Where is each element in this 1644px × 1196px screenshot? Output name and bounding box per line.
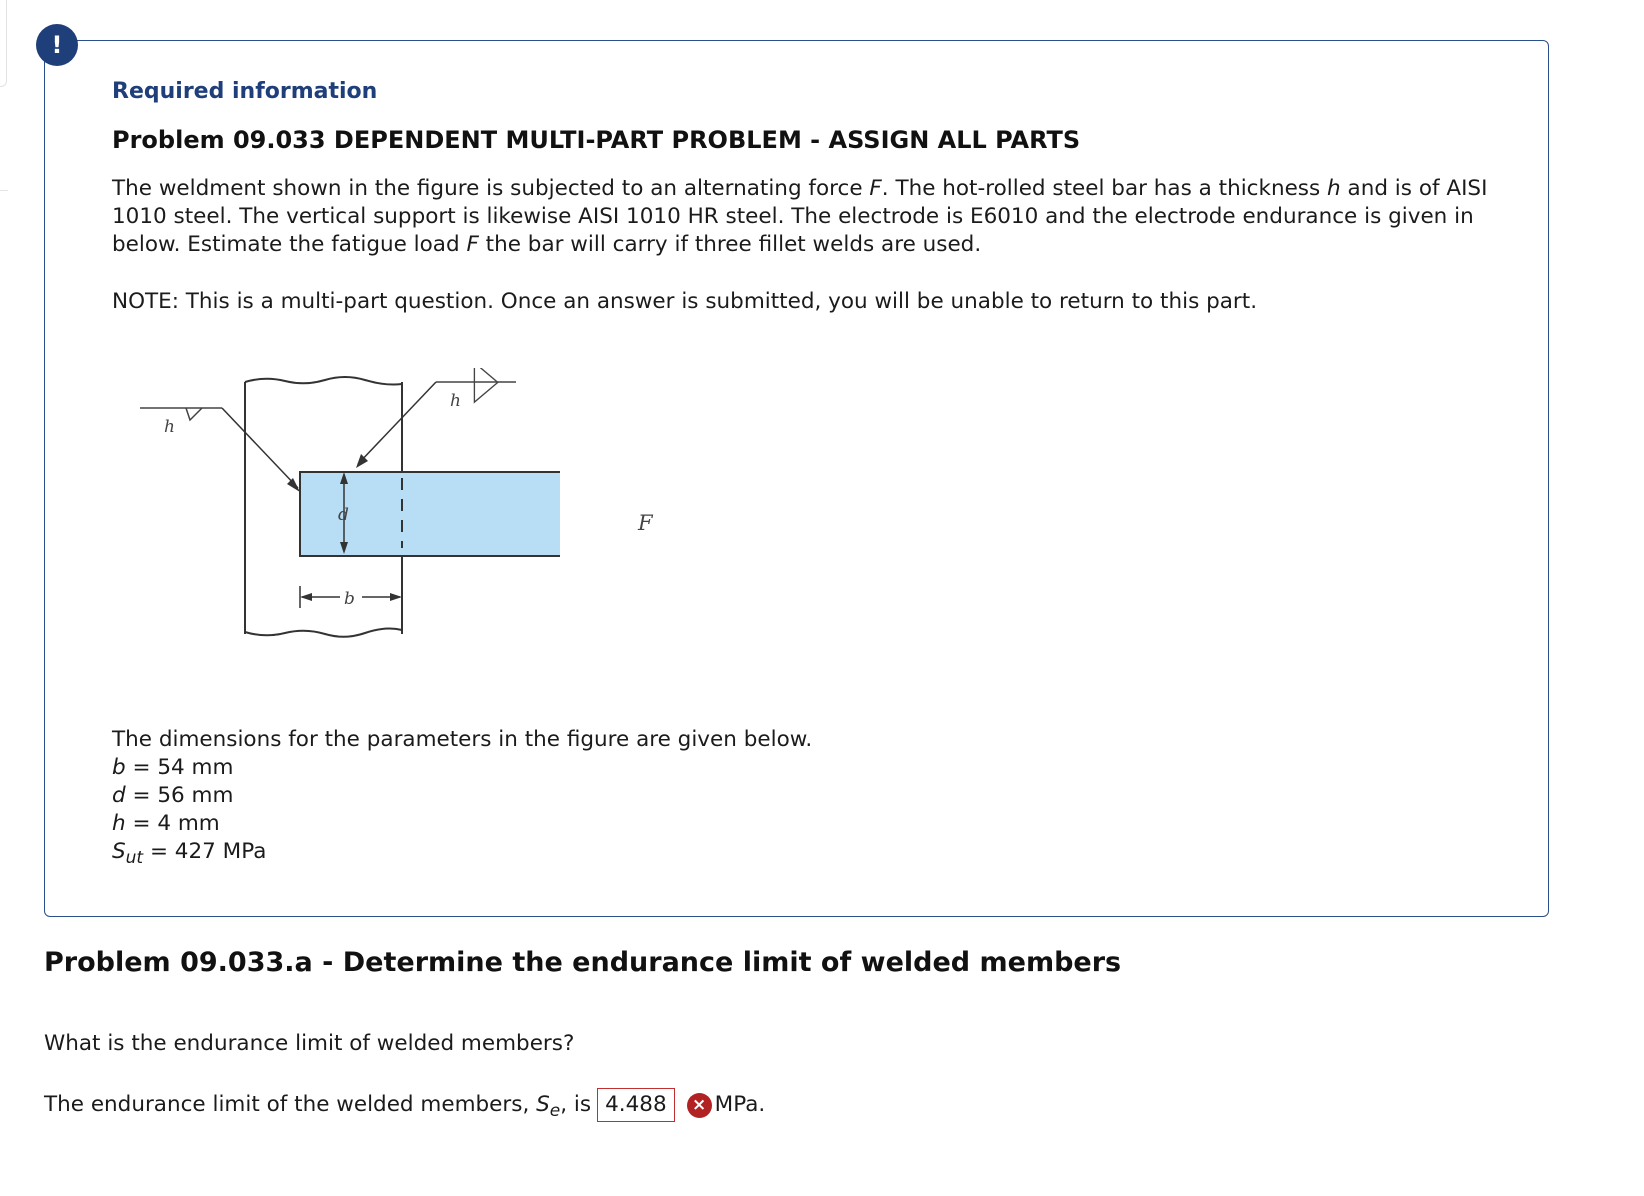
dim-d-label: d (338, 505, 349, 525)
part-title: Problem 09.033.a - Determine the endurance limit of welded members (44, 947, 1122, 978)
answer-line: The endurance limit of the welded members, $S_e$, is 4.488 × MPa. (44, 1088, 765, 1128)
dim-h-value: h = 4 mm (112, 811, 220, 836)
problem-description: The weldment shown in the figure is subjected to an alternating force F. The hot-rolled steel bar has a thickness h and is of AISI 1010 steel. The vertical support is likewise AISI 1010 HR steel. The electrode is E6010 and the electrode endurance is given in below. Estimate the fatigue load F the bar will carry if three fillet welds are used. (112, 176, 1488, 257)
dim-d-value: d = 56 mm (112, 783, 234, 808)
multi-part-note: NOTE: This is a multi-part question. Once an answer is submitted, you will be unable to return to this part. (112, 289, 1258, 314)
required-info-heading: Required information (112, 79, 378, 104)
weld-h-top-label: h (450, 391, 461, 411)
weldment-figure (130, 368, 560, 648)
force-F-label: F (638, 511, 653, 535)
dim-sut-value: $S_{ut} = 427$ MPa (112, 839, 267, 868)
dimensions-block (112, 726, 812, 872)
side-panel-edge (0, 0, 7, 87)
dimensions-intro: The dimensions for the parameters in the figure are given below. (112, 727, 813, 752)
dim-b-value: b = 54 mm (112, 755, 234, 780)
side-divider (0, 190, 8, 203)
question-text: What is the endurance limit of welded members? (44, 1031, 575, 1056)
problem-title: Problem 09.033 DEPENDENT MULTI-PART PROBLEM - ASSIGN ALL PARTS (112, 126, 1081, 154)
dim-b-label: b (344, 589, 355, 609)
weld-h-left-label: h (164, 417, 175, 437)
wrong-icon: × (687, 1093, 712, 1118)
answer-unit: MPa. (714, 1092, 766, 1117)
force-label-wrap (630, 498, 670, 538)
answer-input[interactable]: 4.488 (597, 1088, 675, 1122)
exclamation-icon: ! (36, 24, 78, 66)
